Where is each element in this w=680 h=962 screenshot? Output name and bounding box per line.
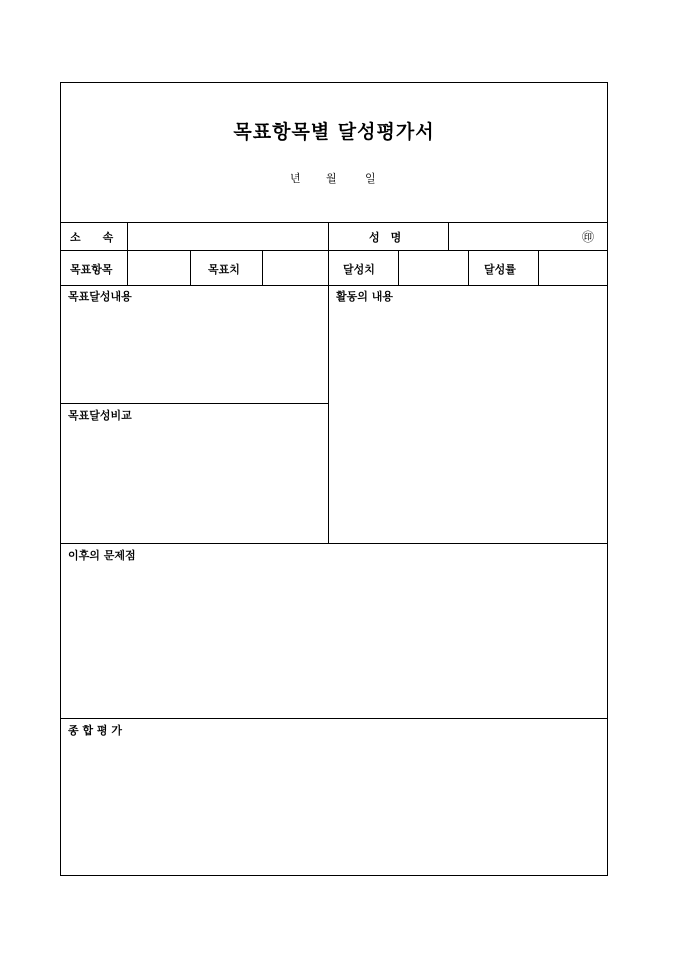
divider-v — [398, 250, 399, 285]
divider-lower — [61, 543, 607, 544]
divider-v — [538, 250, 539, 285]
achievement-rate-label: 달성률 — [484, 263, 516, 276]
seal-mark: ㊞ — [582, 230, 595, 244]
divider-mid-left — [61, 403, 328, 404]
date-day-label: 일 — [365, 172, 376, 185]
goal-achievement-comparison-heading: 목표달성비교 — [68, 409, 132, 422]
divider-v — [127, 222, 128, 250]
divider-bottom — [61, 718, 607, 719]
divider-center — [328, 222, 329, 543]
future-problems-heading: 이후의 문제점 — [68, 549, 136, 562]
divider-v — [262, 250, 263, 285]
date-month-label: 월 — [326, 172, 337, 185]
name-label: 성 명 — [369, 231, 402, 244]
form-title: 목표항목별 달성평가서 — [233, 121, 435, 143]
divider-header — [61, 222, 607, 223]
overall-evaluation-heading: 종 합 평 가 — [68, 724, 122, 737]
target-item-label: 목표항목 — [70, 263, 113, 276]
divider-v — [190, 250, 191, 285]
goal-achievement-content-heading: 목표달성내용 — [68, 290, 132, 303]
divider-v — [127, 250, 128, 285]
divider-row1 — [61, 250, 607, 251]
divider-v — [448, 222, 449, 250]
date-year-label: 년 — [290, 172, 301, 185]
achieved-value-label: 달성치 — [343, 263, 375, 276]
affiliation-label: 소 속 — [70, 231, 114, 244]
activity-content-heading: 활동의 내용 — [336, 290, 393, 303]
divider-v — [468, 250, 469, 285]
target-value-label: 목표치 — [208, 263, 240, 276]
divider-row2 — [61, 285, 607, 286]
evaluation-form — [60, 82, 608, 876]
